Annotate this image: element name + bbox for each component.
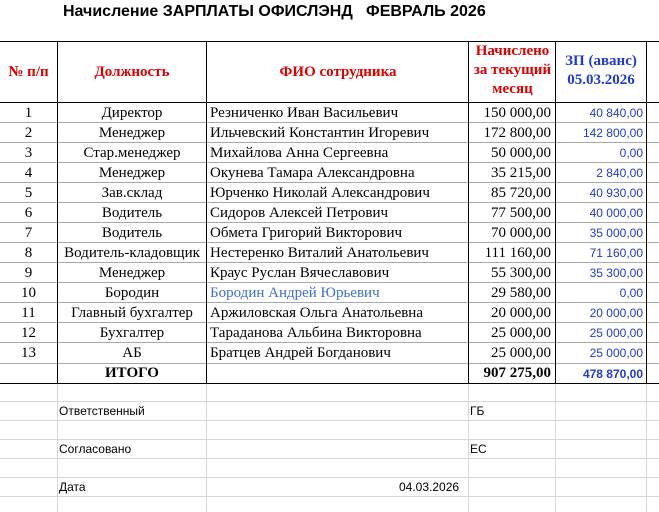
row-accrued: 150 000,00 [483,105,551,121]
row-position: Зав.склад [101,185,163,201]
row-position: Бородин [104,285,160,301]
row-advance: 40 930,00 [589,186,643,200]
header-accrued [470,42,555,102]
row-num: 4 [24,165,33,181]
row-position: Бухгалтер [99,325,165,341]
row-num: 2 [24,125,33,141]
row-advance: 25 000,00 [589,326,643,340]
row-name: Нестеренко Виталий Анатольевич [210,245,429,261]
row-advance: 71 160,00 [589,246,643,260]
header-advance [557,52,645,92]
row-num: 11 [21,305,36,321]
header-accrued-line2: за текущий [473,62,552,78]
row-accrued: 35 215,00 [491,165,551,181]
row-advance: 40 840,00 [589,106,643,120]
row-position: Водитель [101,225,163,241]
row-num: 13 [21,345,36,361]
row-num: 7 [24,225,33,241]
row-advance: 40 000,00 [589,206,643,220]
row-num: 8 [24,245,33,261]
header-accrued-line3: месяц [492,81,533,97]
row-name: Братцев Андрей Богданович [210,345,391,361]
row-num: 1 [24,105,33,121]
header-position: Должность [94,64,170,80]
row-num: 9 [24,265,33,281]
header-advance-line1: ЗП (аванс) [565,53,637,69]
row-name: Бородин Андрей Юрьевич [210,285,380,301]
row-num: 3 [24,145,33,161]
row-accrued: 85 720,00 [491,185,551,201]
date-label: Дата [59,480,86,494]
row-name: Аржиловская Ольга Анатольевна [210,305,423,321]
total-label: ИТОГО [105,365,159,381]
row-accrued: 77 500,00 [491,205,551,221]
row-name: Юрченко Николай Александрович [210,185,430,201]
row-num: 10 [21,285,36,301]
row-name: Сидоров Алексей Петрович [210,205,389,221]
row-position: Менеджер [98,125,166,141]
row-num: 6 [24,205,33,221]
row-accrued: 25 000,00 [491,345,551,361]
row-accrued: 111 160,00 [484,245,551,261]
row-accrued: 25 000,00 [491,325,551,341]
responsible-value: ГБ [470,404,485,418]
row-advance: 2 840,00 [596,166,643,180]
row-accrued: 172 800,00 [483,125,551,141]
approved-value: ЕС [470,442,487,456]
row-name: Тараданова Альбина Викторовна [210,325,422,341]
approved-label: Согласовано [59,442,132,456]
row-accrued: 55 300,00 [491,265,551,281]
date-value: 04.03.2026 [399,480,460,494]
total-advance: 478 870,00 [582,367,643,381]
row-position: Водитель [101,205,163,221]
row-position: Главный бухгалтер [71,305,193,321]
row-num: 5 [24,185,33,201]
row-name: Окунева Тамара Александровна [210,165,415,181]
header-advance-line2: 05.03.2026 [567,72,635,88]
row-position: Стар.менеджер [83,145,181,161]
row-advance: 0,00 [619,146,643,160]
row-position: Водитель-кладовщик [64,245,200,261]
row-name: Краус Руслан Вячеславович [210,265,390,281]
sheet-title: Начисление ЗАРПЛАТЫ ОФИСЛЭНД ФЕВРАЛЬ 2026 [63,3,486,20]
total-accrued: 907 275,00 [483,365,551,381]
row-name: Обмета Григорий Викторович [210,225,403,241]
row-name: Резниченко Иван Васильевич [210,105,399,121]
row-accrued: 70 000,00 [491,225,551,241]
row-advance: 20 000,00 [589,306,643,320]
row-advance: 35 300,00 [589,266,643,280]
row-advance: 25 000,00 [589,346,643,360]
header-num: № п/п [8,64,49,80]
row-name: Михайлова Анна Сергеевна [210,145,389,161]
row-accrued: 29 580,00 [491,285,551,301]
row-num: 12 [21,325,36,341]
row-advance: 0,00 [619,286,643,300]
row-advance: 35 000,00 [589,226,643,240]
row-advance: 142 800,00 [582,126,643,140]
row-position: Менеджер [98,265,166,281]
row-position: Директор [101,105,163,121]
header-accrued-line1: Начислено [475,43,550,59]
row-accrued: 50 000,00 [491,145,551,161]
row-position: Менеджер [98,165,166,181]
row-position: АБ [122,345,142,361]
responsible-label: Ответственный [59,404,145,418]
header-name: ФИО сотрудника [279,64,397,80]
row-name: Ильчевский Константин Игоревич [210,125,430,141]
row-accrued: 20 000,00 [491,305,551,321]
